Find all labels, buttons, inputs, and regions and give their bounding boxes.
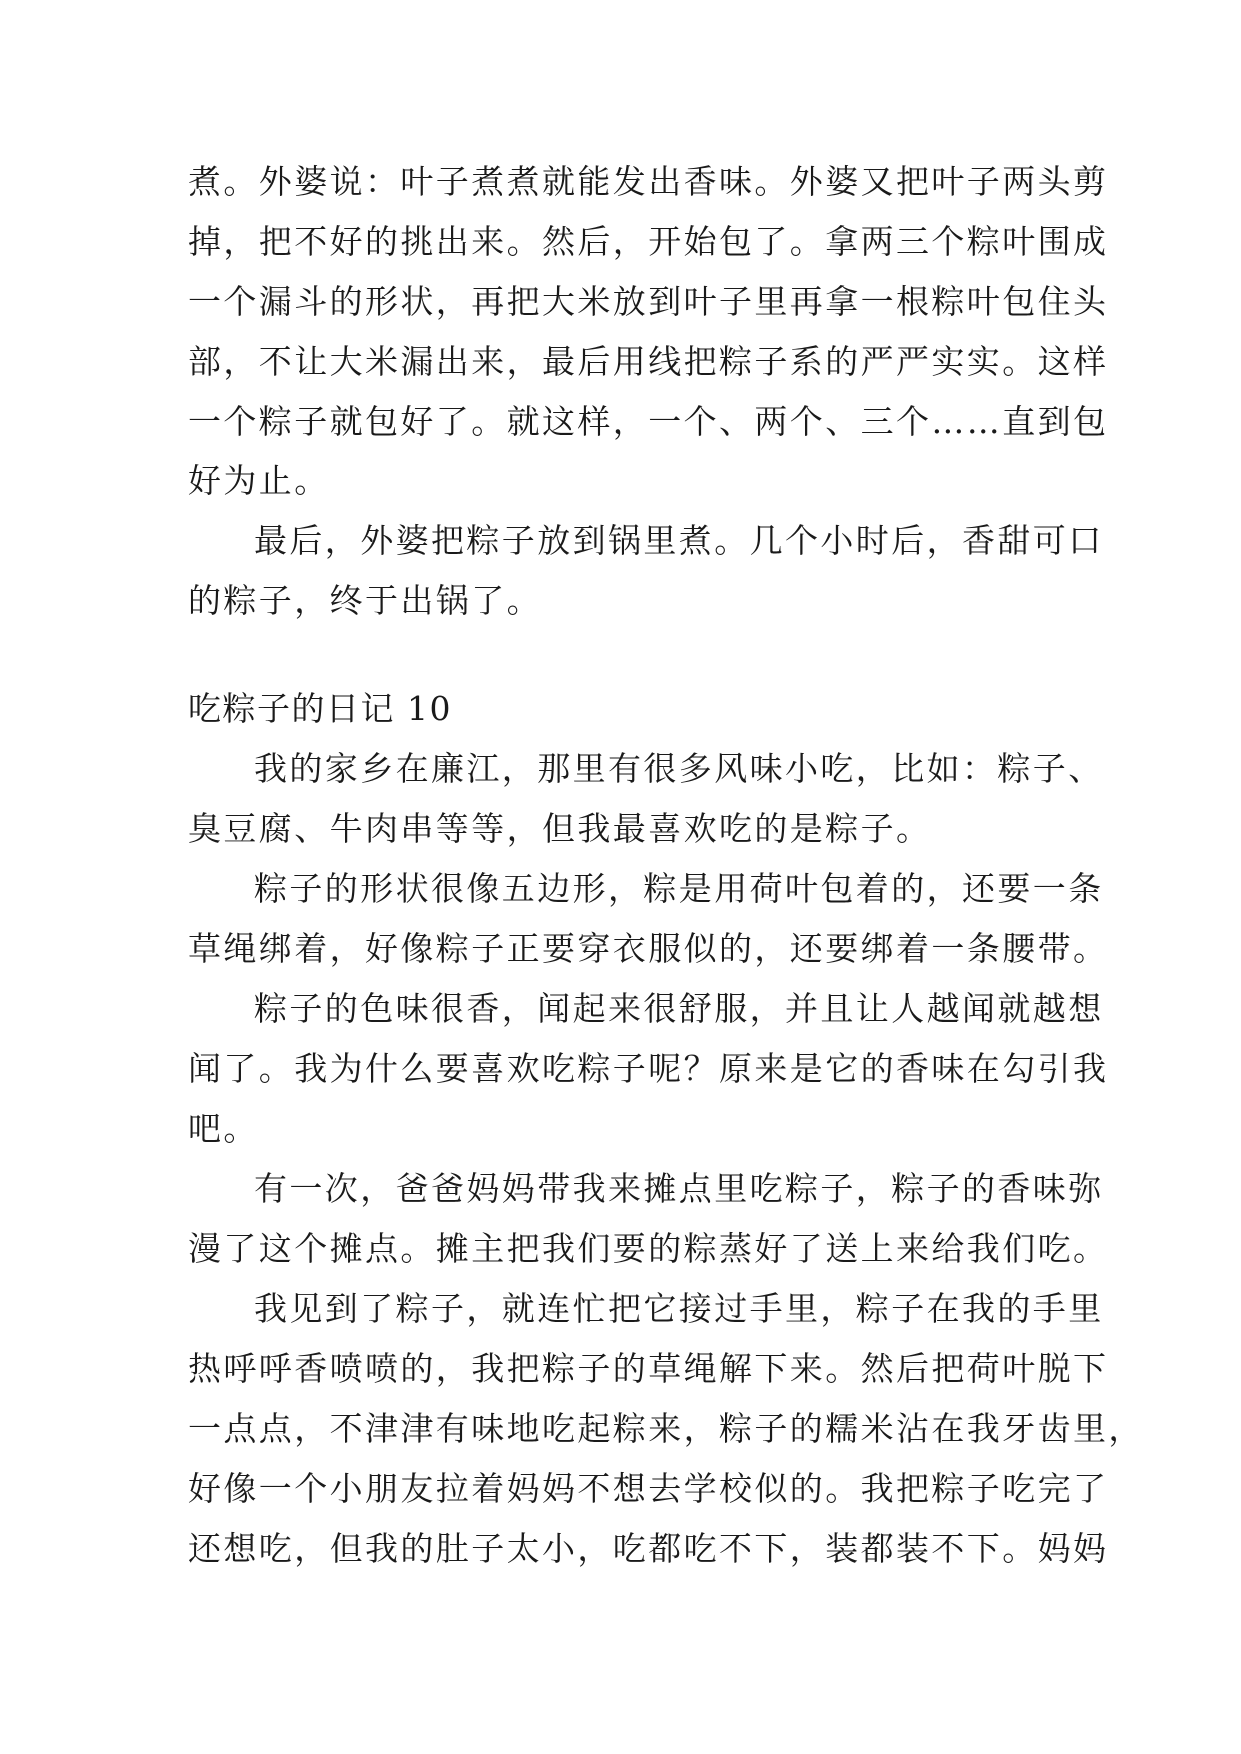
text-line: 最后，外婆把粽子放到锅里煮。几个小时后，香甜可口 bbox=[254, 521, 1104, 560]
text-line: 粽子的形状很像五边形，粽是用荷叶包着的，还要一条 bbox=[254, 869, 1104, 908]
text-line: 热呼呼香喷喷的，我把粽子的草绳解下来。然后把荷叶脱下 bbox=[188, 1349, 1109, 1388]
text-line: 一个漏斗的形状，再把大米放到叶子里再拿一根粽叶包住头 bbox=[188, 282, 1109, 321]
text-line: 我的家乡在廉江，那里有很多风味小吃，比如：粽子、 bbox=[254, 749, 1104, 788]
text-line: 掉，把不好的挑出来。然后，开始包了。拿两三个粽叶围成 bbox=[188, 222, 1109, 261]
text-line: 好像一个小朋友拉着妈妈不想去学校似的。我把粽子吃完了 bbox=[188, 1469, 1109, 1508]
text-line: 一点点，不津津有味地吃起粽来，粽子的糯米沾在我牙齿里， bbox=[188, 1409, 1144, 1448]
text-line: 吧。 bbox=[188, 1109, 259, 1148]
text-line: 闻了。我为什么要喜欢吃粽子呢？原来是它的香味在勾引我 bbox=[188, 1049, 1109, 1088]
text-line: 草绳绑着，好像粽子正要穿衣服似的，还要绑着一条腰带。 bbox=[188, 929, 1109, 968]
text-line: 我见到了粽子，就连忙把它接过手里，粽子在我的手里 bbox=[254, 1289, 1104, 1328]
text-line: 漫了这个摊点。摊主把我们要的粽蒸好了送上来给我们吃。 bbox=[188, 1229, 1109, 1268]
text-line: 部，不让大米漏出来，最后用线把粽子系的严严实实。这样 bbox=[188, 342, 1109, 381]
text-line: 煮。外婆说：叶子煮煮就能发出香味。外婆又把叶子两头剪 bbox=[188, 162, 1109, 201]
text-line: 好为止。 bbox=[188, 461, 330, 500]
text-line: 臭豆腐、牛肉串等等，但我最喜欢吃的是粽子。 bbox=[188, 809, 932, 848]
text-line: 一个粽子就包好了。就这样，一个、两个、三个……直到包 bbox=[188, 402, 1109, 441]
diary-title: 吃粽子的日记 10 bbox=[188, 689, 452, 728]
text-line: 有一次，爸爸妈妈带我来摊点里吃粽子，粽子的香味弥 bbox=[254, 1169, 1104, 1208]
text-line: 粽子的色味很香，闻起来很舒服，并且让人越闻就越想 bbox=[254, 989, 1104, 1028]
text-line: 还想吃，但我的肚子太小，吃都吃不下，装都装不下。妈妈 bbox=[188, 1529, 1109, 1568]
text-line: 的粽子，终于出锅了。 bbox=[188, 581, 542, 620]
